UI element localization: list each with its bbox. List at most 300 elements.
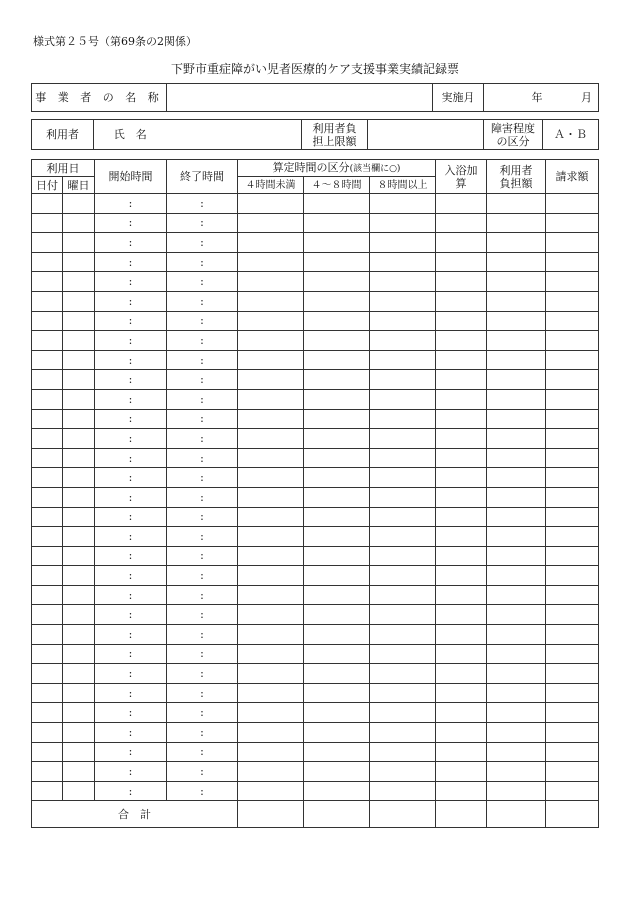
4-to-8-hours-cell[interactable] — [304, 742, 370, 762]
under-4-hours-cell[interactable] — [238, 781, 304, 801]
start-time-cell[interactable]: : — [95, 370, 167, 390]
over-8-hours-cell[interactable] — [370, 723, 436, 743]
copay-amount-cell[interactable] — [487, 644, 546, 664]
business-name-field[interactable] — [167, 84, 433, 112]
claim-amount-cell[interactable] — [546, 703, 599, 723]
under-4-hours-cell[interactable] — [238, 409, 304, 429]
bath-addition-cell[interactable] — [436, 683, 487, 703]
copay-amount-cell[interactable] — [487, 723, 546, 743]
4-to-8-hours-cell[interactable] — [304, 605, 370, 625]
under-4-hours-cell[interactable] — [238, 683, 304, 703]
under-4-hours-cell[interactable] — [238, 272, 304, 292]
under-4-hours-cell[interactable] — [238, 625, 304, 645]
date-cell[interactable] — [32, 742, 63, 762]
date-cell[interactable] — [32, 703, 63, 723]
weekday-cell[interactable] — [63, 272, 95, 292]
end-time-cell[interactable]: : — [167, 566, 238, 586]
end-time-cell[interactable]: : — [167, 429, 238, 449]
weekday-cell[interactable] — [63, 703, 95, 723]
end-time-cell[interactable]: : — [167, 527, 238, 547]
bath-addition-cell[interactable] — [436, 429, 487, 449]
claim-amount-cell[interactable] — [546, 213, 599, 233]
end-time-cell[interactable]: : — [167, 311, 238, 331]
weekday-cell[interactable] — [63, 311, 95, 331]
date-cell[interactable] — [32, 644, 63, 664]
over-8-hours-cell[interactable] — [370, 527, 436, 547]
over-8-hours-cell[interactable] — [370, 370, 436, 390]
bath-addition-cell[interactable] — [436, 723, 487, 743]
start-time-cell[interactable]: : — [95, 468, 167, 488]
under-4-hours-cell[interactable] — [238, 507, 304, 527]
end-time-cell[interactable]: : — [167, 350, 238, 370]
copay-amount-cell[interactable] — [487, 331, 546, 351]
over-8-hours-cell[interactable] — [370, 233, 436, 253]
under-4-hours-cell[interactable] — [238, 448, 304, 468]
claim-amount-cell[interactable] — [546, 311, 599, 331]
copay-amount-cell[interactable] — [487, 683, 546, 703]
over-8-hours-cell[interactable] — [370, 487, 436, 507]
start-time-cell[interactable]: : — [95, 429, 167, 449]
date-cell[interactable] — [32, 448, 63, 468]
start-time-cell[interactable]: : — [95, 389, 167, 409]
bath-addition-cell[interactable] — [436, 605, 487, 625]
over-8-hours-cell[interactable] — [370, 625, 436, 645]
weekday-cell[interactable] — [63, 762, 95, 782]
4-to-8-hours-cell[interactable] — [304, 762, 370, 782]
bath-addition-cell[interactable] — [436, 644, 487, 664]
weekday-cell[interactable] — [63, 723, 95, 743]
weekday-cell[interactable] — [63, 350, 95, 370]
start-time-cell[interactable]: : — [95, 644, 167, 664]
copay-amount-cell[interactable] — [487, 370, 546, 390]
bath-addition-cell[interactable] — [436, 762, 487, 782]
start-time-cell[interactable]: : — [95, 507, 167, 527]
start-time-cell[interactable]: : — [95, 585, 167, 605]
claim-amount-cell[interactable] — [546, 370, 599, 390]
over-8-hours-cell[interactable] — [370, 664, 436, 684]
claim-amount-cell[interactable] — [546, 429, 599, 449]
over-8-hours-cell[interactable] — [370, 291, 436, 311]
weekday-cell[interactable] — [63, 507, 95, 527]
under-4-hours-cell[interactable] — [238, 291, 304, 311]
4-to-8-hours-cell[interactable] — [304, 213, 370, 233]
bath-addition-cell[interactable] — [436, 409, 487, 429]
end-time-cell[interactable]: : — [167, 252, 238, 272]
bath-addition-cell[interactable] — [436, 311, 487, 331]
copay-amount-cell[interactable] — [487, 742, 546, 762]
under-4-hours-cell[interactable] — [238, 213, 304, 233]
bath-addition-cell[interactable] — [436, 252, 487, 272]
claim-amount-cell[interactable] — [546, 527, 599, 547]
over-8-hours-cell[interactable] — [370, 409, 436, 429]
under-4-hours-cell[interactable] — [238, 389, 304, 409]
4-to-8-hours-cell[interactable] — [304, 370, 370, 390]
over-8-hours-cell[interactable] — [370, 546, 436, 566]
copay-amount-cell[interactable] — [487, 703, 546, 723]
claim-amount-cell[interactable] — [546, 272, 599, 292]
start-time-cell[interactable]: : — [95, 350, 167, 370]
copay-amount-cell[interactable] — [487, 527, 546, 547]
copay-amount-cell[interactable] — [487, 566, 546, 586]
bath-addition-cell[interactable] — [436, 487, 487, 507]
end-time-cell[interactable]: : — [167, 194, 238, 214]
weekday-cell[interactable] — [63, 409, 95, 429]
copay-amount-cell[interactable] — [487, 409, 546, 429]
over-8-hours-cell[interactable] — [370, 683, 436, 703]
4-to-8-hours-cell[interactable] — [304, 664, 370, 684]
start-time-cell[interactable]: : — [95, 566, 167, 586]
over-8-hours-cell[interactable] — [370, 213, 436, 233]
under-4-hours-cell[interactable] — [238, 527, 304, 547]
end-time-cell[interactable]: : — [167, 272, 238, 292]
4-to-8-hours-cell[interactable] — [304, 291, 370, 311]
claim-amount-cell[interactable] — [546, 742, 599, 762]
4-to-8-hours-cell[interactable] — [304, 703, 370, 723]
bath-addition-cell[interactable] — [436, 468, 487, 488]
start-time-cell[interactable]: : — [95, 546, 167, 566]
end-time-cell[interactable]: : — [167, 742, 238, 762]
over-8-hours-cell[interactable] — [370, 703, 436, 723]
claim-amount-cell[interactable] — [546, 566, 599, 586]
copay-amount-cell[interactable] — [487, 213, 546, 233]
over-8-hours-cell[interactable] — [370, 468, 436, 488]
under-4-hours-cell[interactable] — [238, 723, 304, 743]
weekday-cell[interactable] — [63, 566, 95, 586]
weekday-cell[interactable] — [63, 252, 95, 272]
under-4-hours-cell[interactable] — [238, 742, 304, 762]
copay-amount-cell[interactable] — [487, 762, 546, 782]
start-time-cell[interactable]: : — [95, 762, 167, 782]
bath-addition-cell[interactable] — [436, 350, 487, 370]
total-bath-addition[interactable] — [436, 801, 487, 828]
name-field[interactable] — [167, 120, 302, 150]
start-time-cell[interactable]: : — [95, 683, 167, 703]
bath-addition-cell[interactable] — [436, 272, 487, 292]
start-time-cell[interactable]: : — [95, 291, 167, 311]
year-field[interactable] — [484, 84, 551, 112]
end-time-cell[interactable]: : — [167, 585, 238, 605]
start-time-cell[interactable]: : — [95, 742, 167, 762]
bath-addition-cell[interactable] — [436, 585, 487, 605]
bath-addition-cell[interactable] — [436, 448, 487, 468]
weekday-cell[interactable] — [63, 448, 95, 468]
date-cell[interactable] — [32, 683, 63, 703]
bath-addition-cell[interactable] — [436, 625, 487, 645]
end-time-cell[interactable]: : — [167, 468, 238, 488]
under-4-hours-cell[interactable] — [238, 468, 304, 488]
date-cell[interactable] — [32, 487, 63, 507]
start-time-cell[interactable]: : — [95, 409, 167, 429]
claim-amount-cell[interactable] — [546, 233, 599, 253]
claim-amount-cell[interactable] — [546, 389, 599, 409]
over-8-hours-cell[interactable] — [370, 605, 436, 625]
start-time-cell[interactable]: : — [95, 605, 167, 625]
weekday-cell[interactable] — [63, 781, 95, 801]
over-8-hours-cell[interactable] — [370, 350, 436, 370]
end-time-cell[interactable]: : — [167, 370, 238, 390]
copay-amount-cell[interactable] — [487, 781, 546, 801]
over-8-hours-cell[interactable] — [370, 252, 436, 272]
over-8-hours-cell[interactable] — [370, 507, 436, 527]
under-4-hours-cell[interactable] — [238, 194, 304, 214]
date-cell[interactable] — [32, 585, 63, 605]
under-4-hours-cell[interactable] — [238, 644, 304, 664]
over-8-hours-cell[interactable] — [370, 585, 436, 605]
start-time-cell[interactable]: : — [95, 527, 167, 547]
copay-amount-cell[interactable] — [487, 194, 546, 214]
bath-addition-cell[interactable] — [436, 507, 487, 527]
over-8-hours-cell[interactable] — [370, 194, 436, 214]
date-cell[interactable] — [32, 546, 63, 566]
under-4-hours-cell[interactable] — [238, 233, 304, 253]
under-4-hours-cell[interactable] — [238, 311, 304, 331]
start-time-cell[interactable]: : — [95, 331, 167, 351]
weekday-cell[interactable] — [63, 213, 95, 233]
under-4-hours-cell[interactable] — [238, 664, 304, 684]
4-to-8-hours-cell[interactable] — [304, 311, 370, 331]
start-time-cell[interactable]: : — [95, 194, 167, 214]
4-to-8-hours-cell[interactable] — [304, 487, 370, 507]
claim-amount-cell[interactable] — [546, 468, 599, 488]
4-to-8-hours-cell[interactable] — [304, 448, 370, 468]
claim-amount-cell[interactable] — [546, 644, 599, 664]
weekday-cell[interactable] — [63, 527, 95, 547]
bath-addition-cell[interactable] — [436, 546, 487, 566]
copay-amount-cell[interactable] — [487, 605, 546, 625]
claim-amount-cell[interactable] — [546, 448, 599, 468]
start-time-cell[interactable]: : — [95, 625, 167, 645]
4-to-8-hours-cell[interactable] — [304, 683, 370, 703]
4-to-8-hours-cell[interactable] — [304, 389, 370, 409]
4-to-8-hours-cell[interactable] — [304, 566, 370, 586]
start-time-cell[interactable]: : — [95, 252, 167, 272]
bath-addition-cell[interactable] — [436, 291, 487, 311]
claim-amount-cell[interactable] — [546, 546, 599, 566]
weekday-cell[interactable] — [63, 585, 95, 605]
claim-amount-cell[interactable] — [546, 781, 599, 801]
end-time-cell[interactable]: : — [167, 605, 238, 625]
under-4-hours-cell[interactable] — [238, 762, 304, 782]
end-time-cell[interactable]: : — [167, 409, 238, 429]
start-time-cell[interactable]: : — [95, 487, 167, 507]
date-cell[interactable] — [32, 605, 63, 625]
date-cell[interactable] — [32, 429, 63, 449]
bath-addition-cell[interactable] — [436, 370, 487, 390]
date-cell[interactable] — [32, 566, 63, 586]
4-to-8-hours-cell[interactable] — [304, 409, 370, 429]
bath-addition-cell[interactable] — [436, 664, 487, 684]
end-time-cell[interactable]: : — [167, 781, 238, 801]
copay-amount-cell[interactable] — [487, 233, 546, 253]
over-8-hours-cell[interactable] — [370, 331, 436, 351]
date-cell[interactable] — [32, 272, 63, 292]
weekday-cell[interactable] — [63, 546, 95, 566]
date-cell[interactable] — [32, 468, 63, 488]
claim-amount-cell[interactable] — [546, 252, 599, 272]
4-to-8-hours-cell[interactable] — [304, 194, 370, 214]
copay-amount-cell[interactable] — [487, 625, 546, 645]
under-4-hours-cell[interactable] — [238, 252, 304, 272]
4-to-8-hours-cell[interactable] — [304, 468, 370, 488]
end-time-cell[interactable]: : — [167, 507, 238, 527]
claim-amount-cell[interactable] — [546, 350, 599, 370]
4-to-8-hours-cell[interactable] — [304, 781, 370, 801]
bath-addition-cell[interactable] — [436, 566, 487, 586]
copay-amount-cell[interactable] — [487, 487, 546, 507]
start-time-cell[interactable]: : — [95, 703, 167, 723]
claim-amount-cell[interactable] — [546, 723, 599, 743]
bath-addition-cell[interactable] — [436, 389, 487, 409]
over-8-hours-cell[interactable] — [370, 272, 436, 292]
4-to-8-hours-cell[interactable] — [304, 644, 370, 664]
date-cell[interactable] — [32, 723, 63, 743]
end-time-cell[interactable]: : — [167, 644, 238, 664]
bath-addition-cell[interactable] — [436, 194, 487, 214]
end-time-cell[interactable]: : — [167, 683, 238, 703]
end-time-cell[interactable]: : — [167, 664, 238, 684]
weekday-cell[interactable] — [63, 468, 95, 488]
over-8-hours-cell[interactable] — [370, 644, 436, 664]
4-to-8-hours-cell[interactable] — [304, 350, 370, 370]
copay-amount-cell[interactable] — [487, 429, 546, 449]
claim-amount-cell[interactable] — [546, 194, 599, 214]
date-cell[interactable] — [32, 233, 63, 253]
claim-amount-cell[interactable] — [546, 625, 599, 645]
date-cell[interactable] — [32, 409, 63, 429]
under-4-hours-cell[interactable] — [238, 350, 304, 370]
under-4-hours-cell[interactable] — [238, 605, 304, 625]
over-8-hours-cell[interactable] — [370, 429, 436, 449]
start-time-cell[interactable]: : — [95, 664, 167, 684]
bath-addition-cell[interactable] — [436, 703, 487, 723]
copay-amount-cell[interactable] — [487, 389, 546, 409]
disability-level-value[interactable]: Ａ・Ｂ — [543, 120, 599, 150]
under-4-hours-cell[interactable] — [238, 370, 304, 390]
under-4-hours-cell[interactable] — [238, 566, 304, 586]
over-8-hours-cell[interactable] — [370, 762, 436, 782]
copay-amount-cell[interactable] — [487, 252, 546, 272]
copay-amount-cell[interactable] — [487, 272, 546, 292]
end-time-cell[interactable]: : — [167, 331, 238, 351]
over-8-hours-cell[interactable] — [370, 742, 436, 762]
copay-amount-cell[interactable] — [487, 291, 546, 311]
4-to-8-hours-cell[interactable] — [304, 625, 370, 645]
under-4-hours-cell[interactable] — [238, 585, 304, 605]
total-under-4-hours[interactable] — [238, 801, 304, 828]
total-over-8-hours[interactable] — [370, 801, 436, 828]
claim-amount-cell[interactable] — [546, 409, 599, 429]
date-cell[interactable] — [32, 527, 63, 547]
date-cell[interactable] — [32, 370, 63, 390]
date-cell[interactable] — [32, 781, 63, 801]
over-8-hours-cell[interactable] — [370, 448, 436, 468]
copay-amount-cell[interactable] — [487, 350, 546, 370]
end-time-cell[interactable]: : — [167, 723, 238, 743]
end-time-cell[interactable]: : — [167, 213, 238, 233]
claim-amount-cell[interactable] — [546, 291, 599, 311]
4-to-8-hours-cell[interactable] — [304, 252, 370, 272]
claim-amount-cell[interactable] — [546, 605, 599, 625]
weekday-cell[interactable] — [63, 389, 95, 409]
over-8-hours-cell[interactable] — [370, 781, 436, 801]
bath-addition-cell[interactable] — [436, 742, 487, 762]
total-4-to-8-hours[interactable] — [304, 801, 370, 828]
claim-amount-cell[interactable] — [546, 664, 599, 684]
date-cell[interactable] — [32, 252, 63, 272]
under-4-hours-cell[interactable] — [238, 487, 304, 507]
start-time-cell[interactable]: : — [95, 311, 167, 331]
weekday-cell[interactable] — [63, 644, 95, 664]
claim-amount-cell[interactable] — [546, 762, 599, 782]
claim-amount-cell[interactable] — [546, 487, 599, 507]
weekday-cell[interactable] — [63, 429, 95, 449]
start-time-cell[interactable]: : — [95, 723, 167, 743]
end-time-cell[interactable]: : — [167, 448, 238, 468]
total-copay-amount[interactable] — [487, 801, 546, 828]
weekday-cell[interactable] — [63, 370, 95, 390]
copay-amount-cell[interactable] — [487, 468, 546, 488]
under-4-hours-cell[interactable] — [238, 703, 304, 723]
weekday-cell[interactable] — [63, 664, 95, 684]
over-8-hours-cell[interactable] — [370, 311, 436, 331]
end-time-cell[interactable]: : — [167, 762, 238, 782]
claim-amount-cell[interactable] — [546, 507, 599, 527]
over-8-hours-cell[interactable] — [370, 389, 436, 409]
4-to-8-hours-cell[interactable] — [304, 723, 370, 743]
end-time-cell[interactable]: : — [167, 487, 238, 507]
end-time-cell[interactable]: : — [167, 546, 238, 566]
bath-addition-cell[interactable] — [436, 527, 487, 547]
weekday-cell[interactable] — [63, 331, 95, 351]
end-time-cell[interactable]: : — [167, 625, 238, 645]
date-cell[interactable] — [32, 311, 63, 331]
claim-amount-cell[interactable] — [546, 331, 599, 351]
4-to-8-hours-cell[interactable] — [304, 507, 370, 527]
under-4-hours-cell[interactable] — [238, 546, 304, 566]
4-to-8-hours-cell[interactable] — [304, 331, 370, 351]
4-to-8-hours-cell[interactable] — [304, 233, 370, 253]
copay-amount-cell[interactable] — [487, 546, 546, 566]
weekday-cell[interactable] — [63, 291, 95, 311]
date-cell[interactable] — [32, 331, 63, 351]
end-time-cell[interactable]: : — [167, 389, 238, 409]
date-cell[interactable] — [32, 664, 63, 684]
end-time-cell[interactable]: : — [167, 703, 238, 723]
bath-addition-cell[interactable] — [436, 213, 487, 233]
copay-amount-cell[interactable] — [487, 507, 546, 527]
weekday-cell[interactable] — [63, 742, 95, 762]
end-time-cell[interactable]: : — [167, 291, 238, 311]
claim-amount-cell[interactable] — [546, 585, 599, 605]
date-cell[interactable] — [32, 213, 63, 233]
date-cell[interactable] — [32, 762, 63, 782]
4-to-8-hours-cell[interactable] — [304, 429, 370, 449]
date-cell[interactable] — [32, 389, 63, 409]
date-cell[interactable] — [32, 507, 63, 527]
date-cell[interactable] — [32, 625, 63, 645]
copay-limit-field[interactable] — [368, 120, 484, 150]
copay-amount-cell[interactable] — [487, 448, 546, 468]
bath-addition-cell[interactable] — [436, 781, 487, 801]
weekday-cell[interactable] — [63, 487, 95, 507]
month-field[interactable] — [551, 84, 599, 112]
date-cell[interactable] — [32, 291, 63, 311]
under-4-hours-cell[interactable] — [238, 331, 304, 351]
end-time-cell[interactable]: : — [167, 233, 238, 253]
copay-amount-cell[interactable] — [487, 664, 546, 684]
date-cell[interactable] — [32, 350, 63, 370]
weekday-cell[interactable] — [63, 605, 95, 625]
